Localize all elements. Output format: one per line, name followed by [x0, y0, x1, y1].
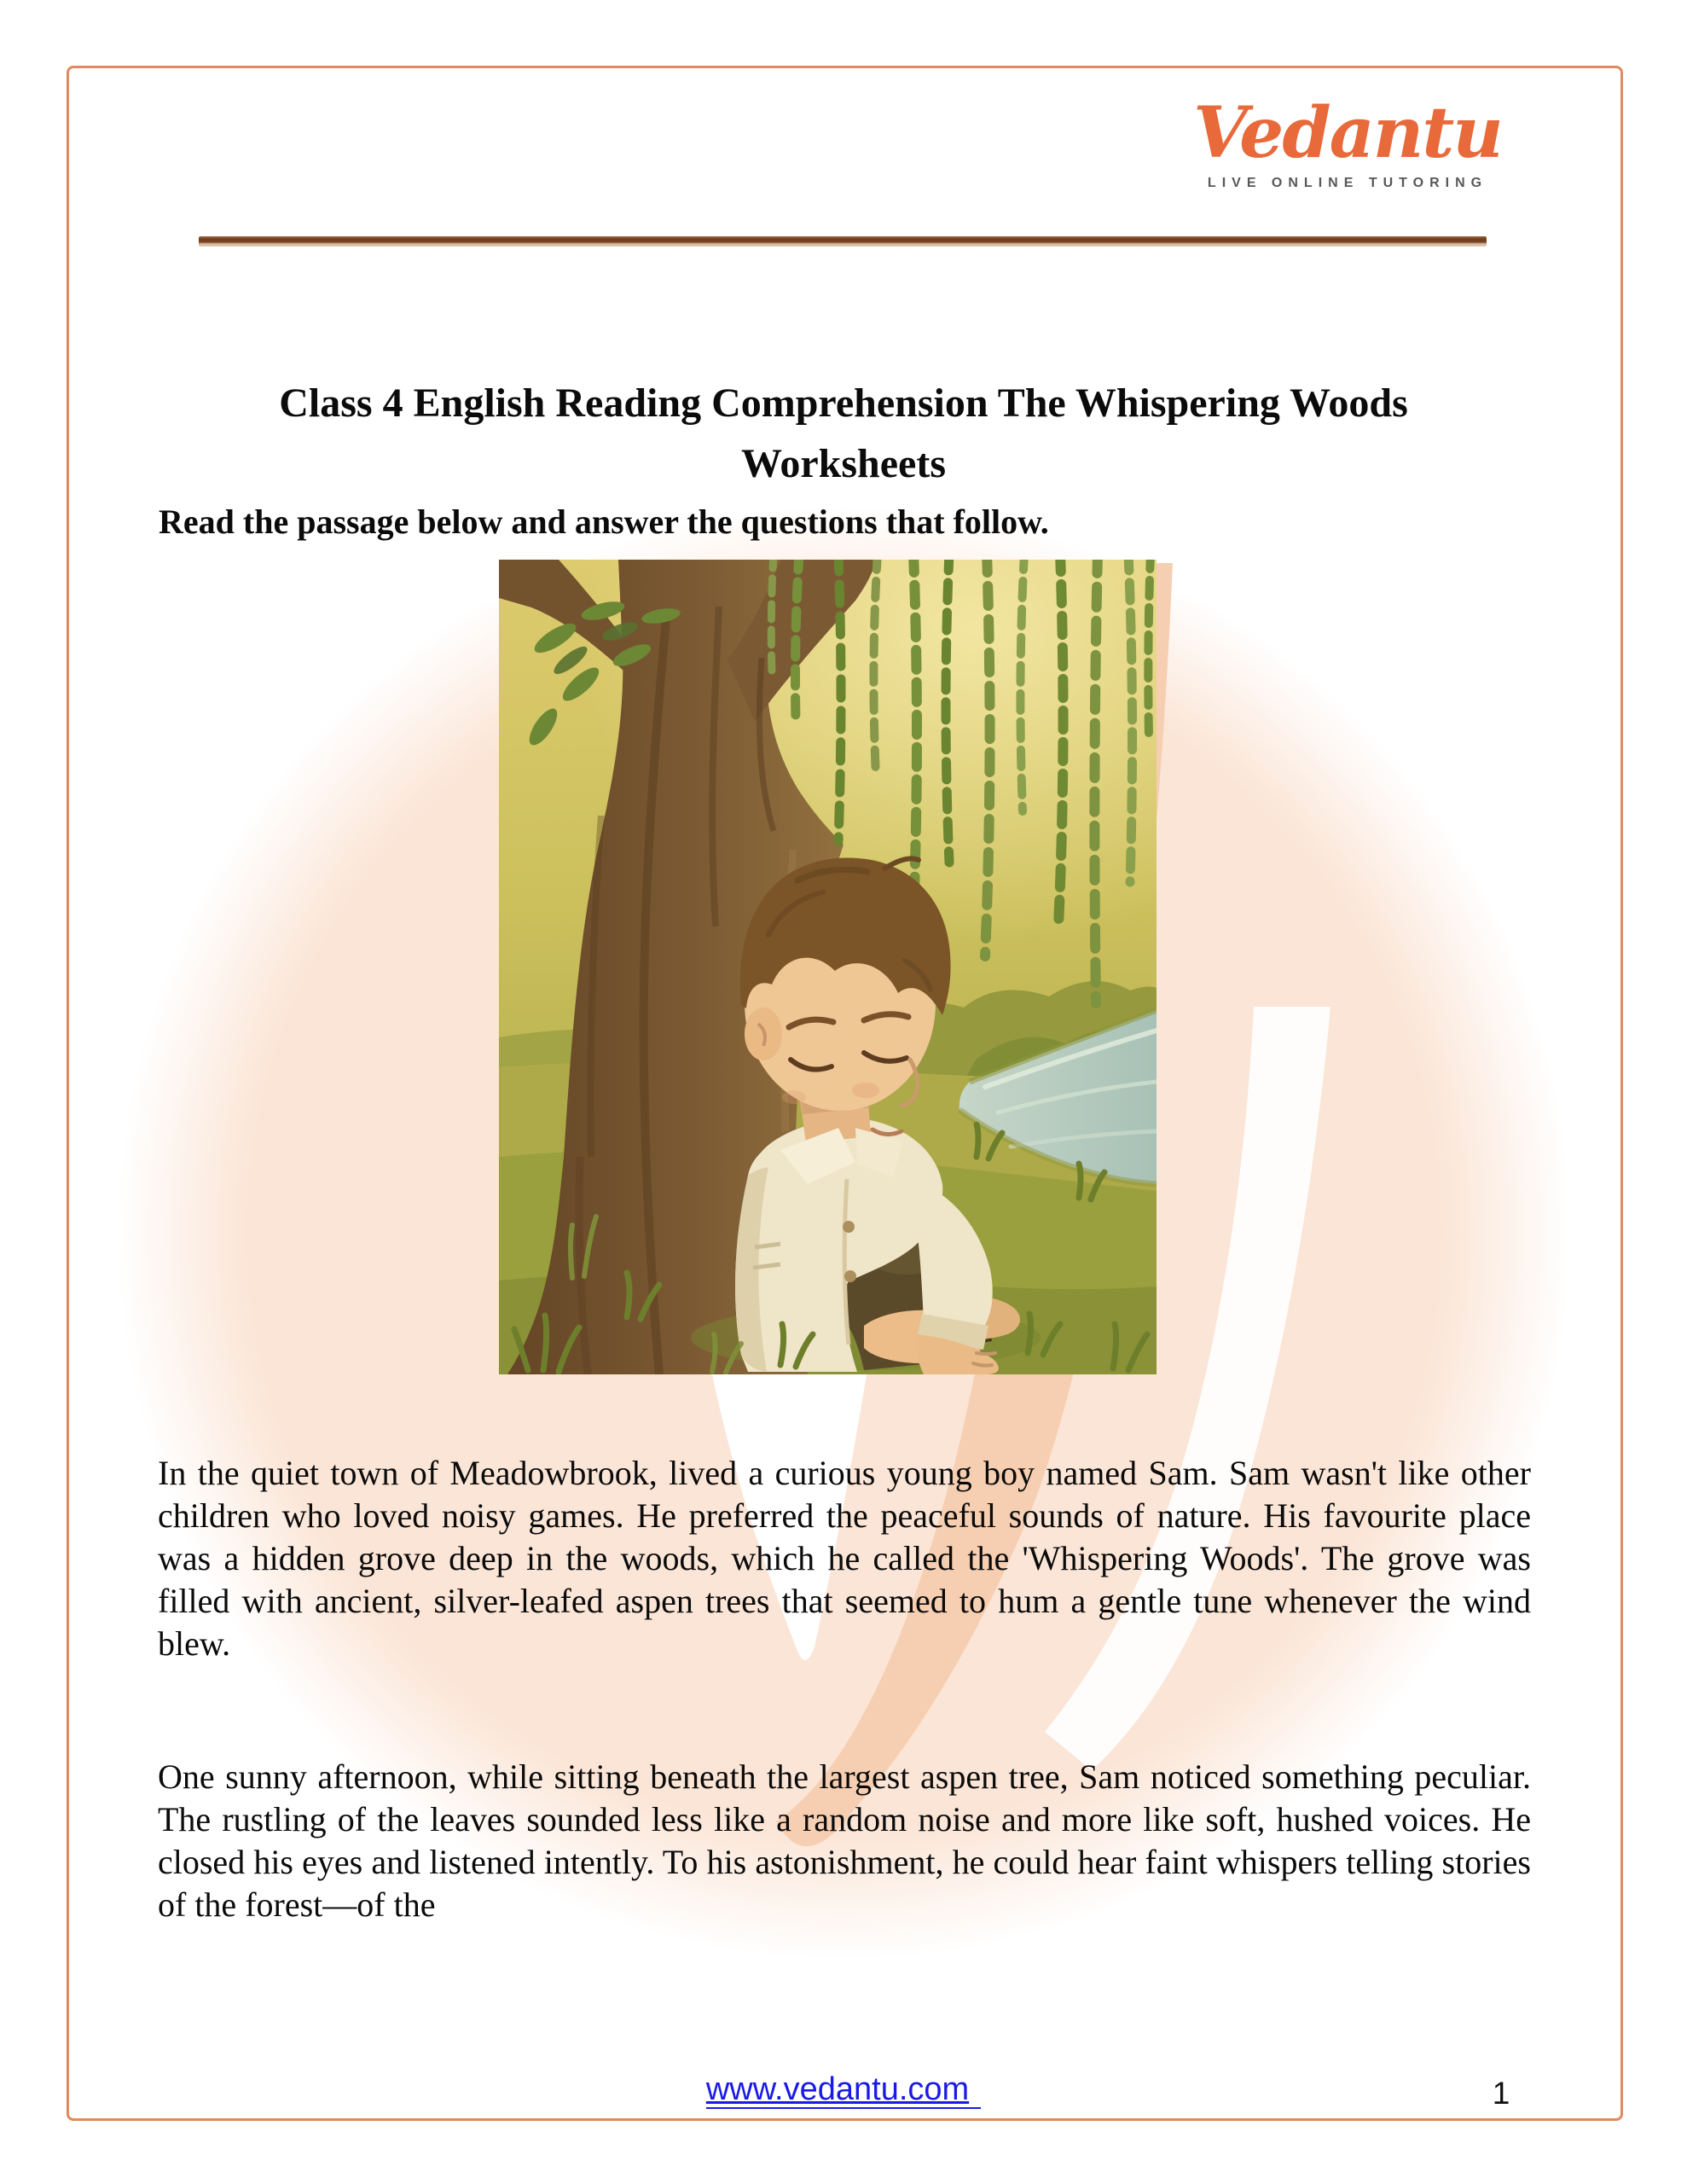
passage-paragraph-1: In the quiet town of Meadowbrook, lived a curious young boy named Sam. Sam wasn't like other children who loved noisy games. He preferred the peaceful sounds of nature. His favourite place was a hidden grove deep in the woods, which he called the 'Whispering Woods'. The grove was filled with ancient, silver-leafed aspen trees that seemed to hum a gentle tune whenever the wind blew.: [158, 1454, 1531, 1663]
passage-paragraph-2: One sunny afternoon, while sitting beneath the largest aspen tree, Sam noticed something peculiar. The rustling of the leaves sounded less like a random noise and more like soft, hushed voices. He closed his eyes and listened intently. To his astonishment, he could hear faint whispers telling stories of the forest—of the: [158, 1757, 1531, 1924]
page-title: [157, 373, 1530, 494]
page-number: 1: [1492, 2076, 1510, 2111]
footer-website-link[interactable]: www.vedantu.com: [706, 2071, 981, 2109]
page-title-line2: Worksheets: [741, 441, 946, 486]
vedantu-logo-tagline: LIVE ONLINE TUTORING: [1207, 176, 1488, 190]
vedantu-logo-wordmark: Vedantu: [1193, 92, 1502, 174]
header-divider-rule: [199, 236, 1487, 247]
instruction-text: Read the passage below and answer the questions that follow.: [159, 502, 1049, 541]
footer: [0, 2071, 1687, 2108]
vedantu-logo: [1186, 92, 1510, 191]
passage-illustration: [499, 560, 1157, 1374]
page-title-line1: Class 4 English Reading Comprehension The Whispering Woods: [279, 380, 1408, 426]
